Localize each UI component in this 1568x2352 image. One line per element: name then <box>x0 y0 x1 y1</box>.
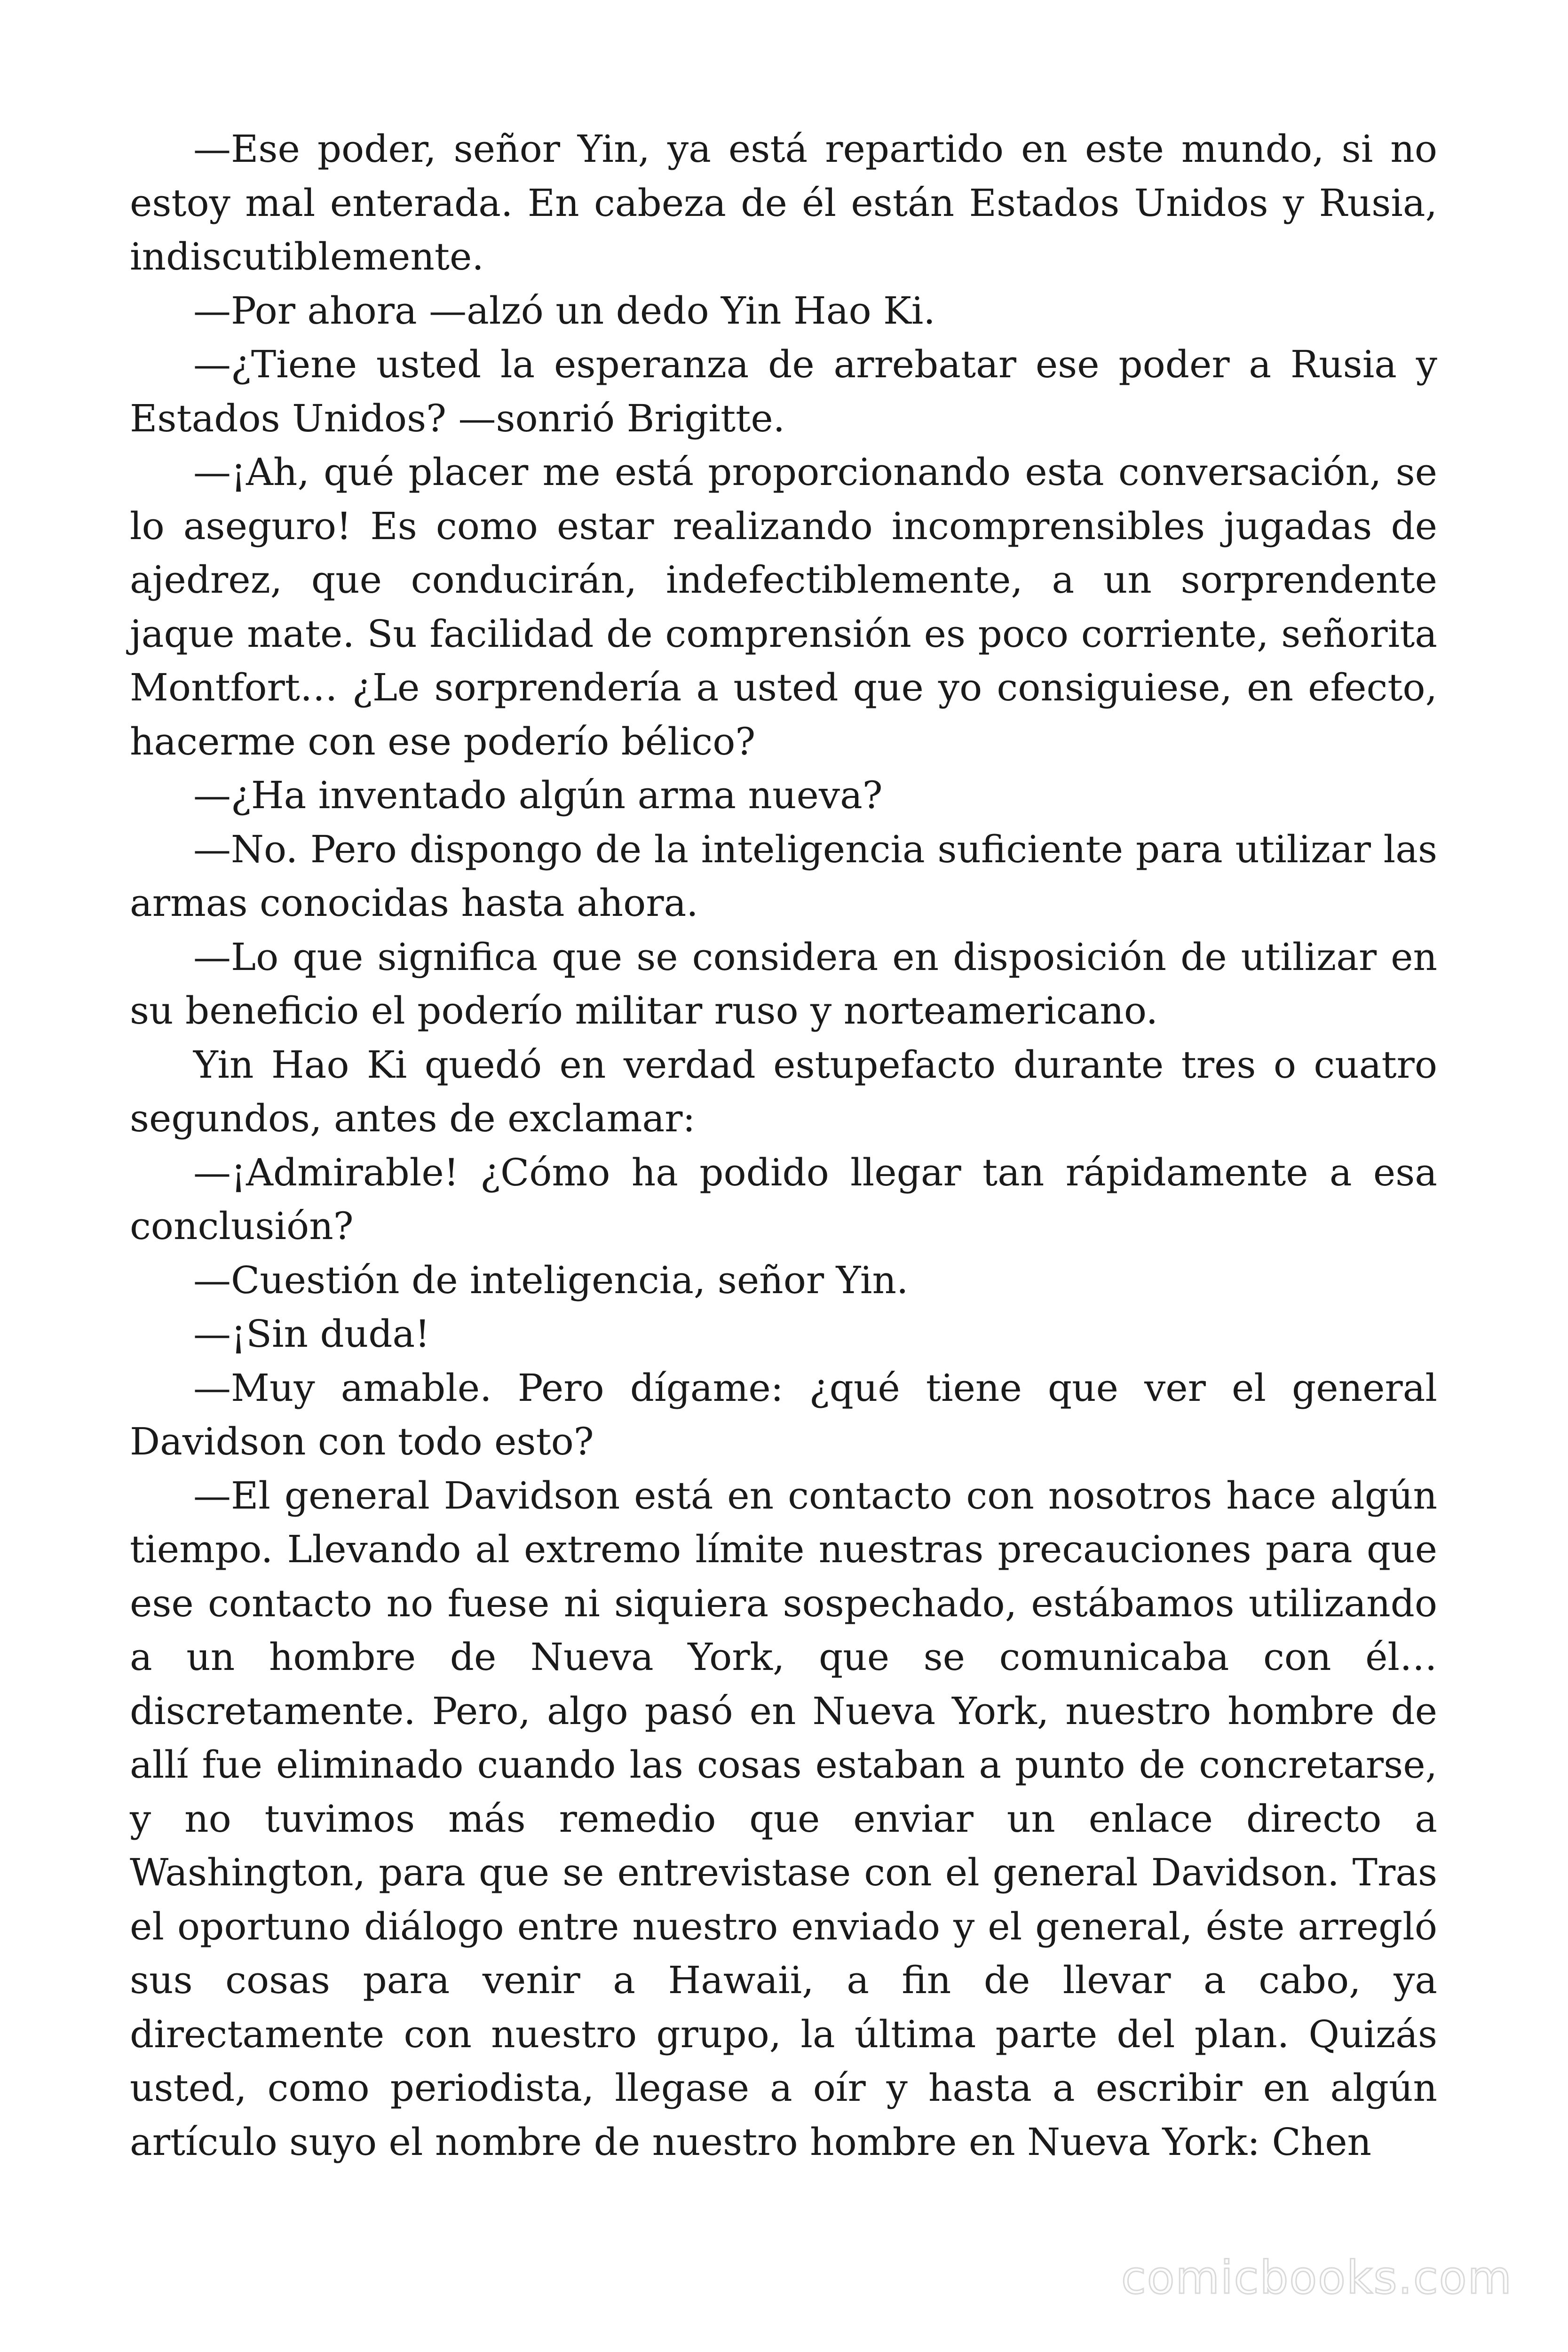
paragraph: —¡Ah, qué placer me está proporcionando esta conversación, se lo aseguro! Es como estar realizando incomprensibles jugadas de ajedrez, que conducirán, indefectiblemente, a un sorprendente jaque mate. Su facilidad de comprensión es poco corriente, señorita Montfort… ¿Le sorprendería a usted que yo consiguiese, en efecto, hacerme con ese poderío bélico? <box>130 450 1437 763</box>
watermark: comicbooks.com <box>1121 2251 1513 2304</box>
paragraph: Yin Hao Ki quedó en verdad estupefacto durante tres o cuatro segundos, antes de exclamar: <box>130 1042 1437 1140</box>
paragraph: —¡Admirable! ¿Cómo ha podido llegar tan rápidamente a esa conclusión? <box>130 1150 1437 1248</box>
paragraph: —Por ahora —alzó un dedo Yin Hao Ki. <box>193 288 935 333</box>
paragraph: —Muy amable. Pero dígame: ¿qué tiene que ver el general Davidson con todo esto? <box>130 1366 1437 1463</box>
paragraph: —Ese poder, señor Yin, ya está repartido en este mundo, si no estoy mal enterada. En cabeza de él están Estados Unidos y Rusia, indiscutiblemente. <box>130 127 1437 278</box>
paragraph: —Lo que significa que se considera en disposición de utilizar en su beneficio el poderío militar ruso y norteamericano. <box>130 935 1437 1033</box>
paragraph: —Cuestión de inteligencia, señor Yin. <box>193 1258 909 1302</box>
paragraph: —¿Ha inventado algún arma nueva? <box>193 773 883 817</box>
paragraph: —El general Davidson está en contacto con nosotros hace algún tiempo. Llevando al extremo límite nuestras precauciones para que ese contacto no fuese ni siquiera sospechado, estábamos utilizando a un hombre de Nueva York, que se comunicaba con él… discretamente. Pero, algo pasó en Nueva York, nuestro hombre de allí fue eliminado cuando las cosas estaban a punto de concretarse, y no tuvimos más remedio que enviar un enlace directo a Washington, para que se entrevistase con el general Davidson. Tras el oportuno diálogo entre nuestro enviado y el general, éste arregló sus cosas para venir a Hawaii, a fin de llevar a cabo, ya directamente con nuestro grupo, la última parte del plan. Quizás usted, como periodista, llegase a oír y hasta a escribir en algún artículo suyo el nombre de nuestro hombre en Nueva York: Chen <box>130 1473 1437 2164</box>
paragraph: —¿Tiene usted la esperanza de arrebatar ese poder a Rusia y Estados Unidos? —sonrió Brigitte. <box>130 342 1437 440</box>
page-body <box>130 122 1437 2169</box>
paragraph: —No. Pero dispongo de la inteligencia suficiente para utilizar las armas conocidas hasta ahora. <box>130 827 1437 925</box>
paragraph: —¡Sin duda! <box>193 1312 430 1356</box>
